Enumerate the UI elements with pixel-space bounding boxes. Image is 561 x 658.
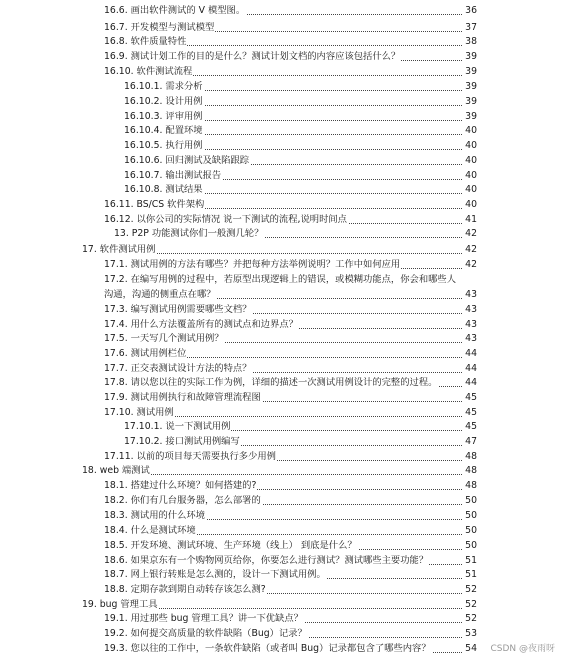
toc-entry-page: 42 xyxy=(463,243,477,257)
toc-entry-title: 18.2. 你们有几台服务器，怎么部署的 xyxy=(104,495,261,506)
toc-entry[interactable] xyxy=(104,288,477,302)
toc-entry-title: 19. bug 管理工具 xyxy=(82,599,158,610)
toc-entry-title: 17.8. 请以您以往的实际工作为例，详细的描述一次测试用例设计的完整的过程。 xyxy=(104,377,438,388)
toc-entry-page: 53 xyxy=(463,627,477,641)
toc-entry-page: 45 xyxy=(463,391,477,405)
toc-entry-page: 47 xyxy=(463,435,477,449)
toc-entry[interactable] xyxy=(104,494,477,508)
toc-entry-title: 18. web 端测试 xyxy=(82,465,150,476)
toc-entry-title: 17.1. 测试用例的方法有哪些？并把每种方法举例说明？工作中如何应用 xyxy=(104,259,401,270)
toc-entry-title: 16.10.2. 设计用例 xyxy=(124,96,203,107)
toc-entry[interactable] xyxy=(104,273,477,287)
watermark: CSDN @夜雨呀 xyxy=(487,641,555,654)
toc-entry[interactable] xyxy=(82,243,477,257)
toc-entry[interactable] xyxy=(124,154,477,168)
toc-entry-title: 16.9. 测试计划工作的目的是什么？测试计划文档的内容应该包括什么？ xyxy=(104,51,401,62)
toc-entry-page: 54 xyxy=(463,642,477,656)
toc-entry-page: 52 xyxy=(463,612,477,626)
toc-entry-title: 17.6. 测试用例栏位 xyxy=(104,348,187,359)
toc-entry[interactable] xyxy=(124,80,477,94)
toc-entry-page: 43 xyxy=(463,303,477,317)
toc-entry[interactable] xyxy=(104,509,477,523)
toc-entry[interactable] xyxy=(124,124,477,138)
toc-entry[interactable] xyxy=(104,406,477,420)
toc-entry-title: 16.10.3. 评审用例 xyxy=(124,111,203,122)
toc-entry-title: 16.8. 软件质量特性 xyxy=(104,36,187,47)
toc-entry[interactable] xyxy=(104,583,477,597)
toc-entry[interactable] xyxy=(104,642,477,656)
toc-entry[interactable] xyxy=(82,464,477,478)
toc-entry-page: 50 xyxy=(463,524,477,538)
toc-entry-title: 16.10.6. 回归测试及缺陷跟踪 xyxy=(124,155,250,166)
toc-entry-page: 44 xyxy=(463,376,477,390)
toc-entry[interactable] xyxy=(104,303,477,317)
toc-entry[interactable] xyxy=(104,391,477,405)
toc-entry-title: 17.11. 以前的项目每天需要执行多少用例 xyxy=(104,451,276,462)
toc-entry[interactable] xyxy=(124,420,477,434)
toc-entry-page: 52 xyxy=(463,583,477,597)
toc-entry[interactable] xyxy=(124,139,477,153)
toc-entry[interactable] xyxy=(104,50,477,64)
toc-entry[interactable] xyxy=(104,524,477,538)
toc-entry-page: 52 xyxy=(463,598,477,612)
toc-entry-page: 39 xyxy=(463,65,477,79)
toc-entry-title: 16.10. 软件测试流程 xyxy=(104,66,193,77)
toc-entry-title: 16.12. 以你公司的实际情况 说一下测试的流程,说明时间点 xyxy=(104,214,347,225)
toc-entry-page: 50 xyxy=(463,509,477,523)
toc-entry[interactable] xyxy=(104,258,477,272)
toc-entry[interactable] xyxy=(104,332,477,346)
toc-entry[interactable] xyxy=(104,35,477,49)
toc-entry-page: 44 xyxy=(463,362,477,376)
toc-entry[interactable] xyxy=(104,554,477,568)
toc-entry-page: 38 xyxy=(463,35,477,49)
toc-entry-title: 16.10.8. 测试结果 xyxy=(124,184,203,195)
toc-entry[interactable] xyxy=(104,198,477,212)
toc-entry[interactable] xyxy=(104,479,477,493)
toc-entry-title: 18.1. 搭建过什么环境？如何搭建的? xyxy=(104,480,257,491)
toc-entry[interactable] xyxy=(124,169,477,183)
toc-entry-page: 42 xyxy=(463,258,477,272)
toc-entry-page: 37 xyxy=(463,21,477,35)
toc-entry[interactable] xyxy=(104,376,477,390)
toc-entry[interactable] xyxy=(124,183,477,197)
toc-entry-page: 43 xyxy=(463,318,477,332)
toc-entry-page: 45 xyxy=(463,420,477,434)
toc-entry-title: 16.10.5. 执行用例 xyxy=(124,140,203,151)
toc-entry[interactable] xyxy=(104,21,477,35)
toc-entry-title: 16.10.7. 输出测试报告 xyxy=(124,170,222,181)
toc-entry-page: 48 xyxy=(463,479,477,493)
toc-entry-page: 39 xyxy=(463,80,477,94)
toc-entry[interactable] xyxy=(104,539,477,553)
toc-entry-page: 41 xyxy=(463,213,477,227)
toc-entry-title: 17.10. 测试用例 xyxy=(104,407,174,418)
toc-entry-title: 17. 软件测试用例 xyxy=(82,244,156,255)
toc-entry-page: 40 xyxy=(463,139,477,153)
toc-entry-title: 18.7. 网上银行转账是怎么测的，设计一下测试用例。 xyxy=(104,569,326,580)
toc-entry-title: 17.10.1. 说一下测试用例 xyxy=(124,421,231,432)
toc-entry-title: 沟通，沟通的侧重点在哪？ xyxy=(104,289,216,300)
toc-entry[interactable] xyxy=(104,362,477,376)
toc-entry[interactable] xyxy=(124,95,477,109)
toc-entry-title: 18.8. 定期存款到期自动转存该怎么测? xyxy=(104,584,266,595)
toc-entry-page: 50 xyxy=(463,539,477,553)
toc-entry-page: 48 xyxy=(463,450,477,464)
toc-entry-page: 39 xyxy=(463,50,477,64)
toc-entry-page: 36 xyxy=(463,4,477,18)
toc-entry[interactable] xyxy=(104,4,477,18)
toc-entry-title: 16.10.1. 需求分析 xyxy=(124,81,203,92)
toc-entry-page: 45 xyxy=(463,406,477,420)
toc-entry[interactable] xyxy=(104,318,477,332)
toc-entry-title: 16.6. 画出软件测试的 V 模型图。 xyxy=(104,5,246,16)
toc-entry-title: 18.5. 开发环境、测试环境、生产环境（线上） 到底是什么？ xyxy=(104,540,357,551)
toc-entry-title: 17.7. 正交表测试设计方法的特点？ xyxy=(104,363,252,374)
toc-entry[interactable] xyxy=(104,627,477,641)
toc-entry[interactable] xyxy=(104,612,477,626)
toc-entry-title: 17.3. 编写测试用例需要哪些文档？ xyxy=(104,304,252,315)
toc-entry[interactable] xyxy=(82,598,477,612)
toc-entry-title: 17.9. 测试用例执行和故障管理流程图 xyxy=(104,392,261,403)
toc-entry-title: 19.2. 如何提交高质量的软件缺陷（Bug）记录？ xyxy=(104,628,307,639)
toc-entry[interactable] xyxy=(104,568,477,582)
toc-entry-title: 16.7. 开发模型与测试模型 xyxy=(104,22,215,33)
toc-entry-page: 48 xyxy=(463,464,477,478)
toc-entry-page: 39 xyxy=(463,110,477,124)
toc-entry-title: 17.2. 在编写用例的过程中，若原型出现逻辑上的错误，或模糊功能点，你会和哪些人 xyxy=(104,274,457,285)
toc-entry[interactable] xyxy=(124,435,477,449)
toc-entry-title: 17.10.2. 接口测试用例编写 xyxy=(124,436,240,447)
toc-entry-page: 42 xyxy=(463,227,477,241)
toc-entry-page: 39 xyxy=(463,95,477,109)
toc-entry[interactable] xyxy=(114,227,477,241)
toc-entry-page: 43 xyxy=(463,332,477,346)
toc-entry-title: 16.10.4. 配置环境 xyxy=(124,125,203,136)
toc-entry-page: 40 xyxy=(463,169,477,183)
toc-entry-title: 17.4. 用什么方法覆盖所有的测试点和边界点？ xyxy=(104,319,298,330)
toc-entry-page: 40 xyxy=(463,198,477,212)
toc-entry-page: 40 xyxy=(463,124,477,138)
toc-entry-page: 40 xyxy=(463,154,477,168)
toc-entry[interactable] xyxy=(124,110,477,124)
toc-entry-page: 51 xyxy=(463,568,477,582)
toc-entry[interactable] xyxy=(104,65,477,79)
toc-entry[interactable] xyxy=(104,213,477,227)
toc-entry-title: 19.1. 用过那些 bug 管理工具？讲一下优缺点？ xyxy=(104,613,303,624)
toc-entry-title: 13. P2P 功能测试你们一般测几轮？ xyxy=(114,228,264,239)
toc-entry-title: 18.4. 什么是测试环境 xyxy=(104,525,196,536)
toc-entry[interactable] xyxy=(104,347,477,361)
toc-entry-title: 18.6. 如果京东有一个购物网页给你，你要怎么进行测试？测试哪些主要功能？ xyxy=(104,555,429,566)
toc-entry[interactable] xyxy=(104,450,477,464)
toc-entry-title: 17.5. 一天写几个测试用例？ xyxy=(104,333,224,344)
toc-entry-page: 51 xyxy=(463,554,477,568)
toc-entry-page: 43 xyxy=(463,288,477,302)
toc-entry-title: 16.11. BS/CS 软件架构 xyxy=(104,199,205,210)
toc-entry-page: 44 xyxy=(463,347,477,361)
toc-entry-page: 50 xyxy=(463,494,477,508)
toc-entry-title: 19.3. 您以往的工作中，一条软件缺陷（或者叫 Bug）记录都包含了哪些内容？ xyxy=(104,643,431,654)
toc-entry-page: 40 xyxy=(463,183,477,197)
toc-entry-title: 18.3. 测试用的什么环境 xyxy=(104,510,205,521)
